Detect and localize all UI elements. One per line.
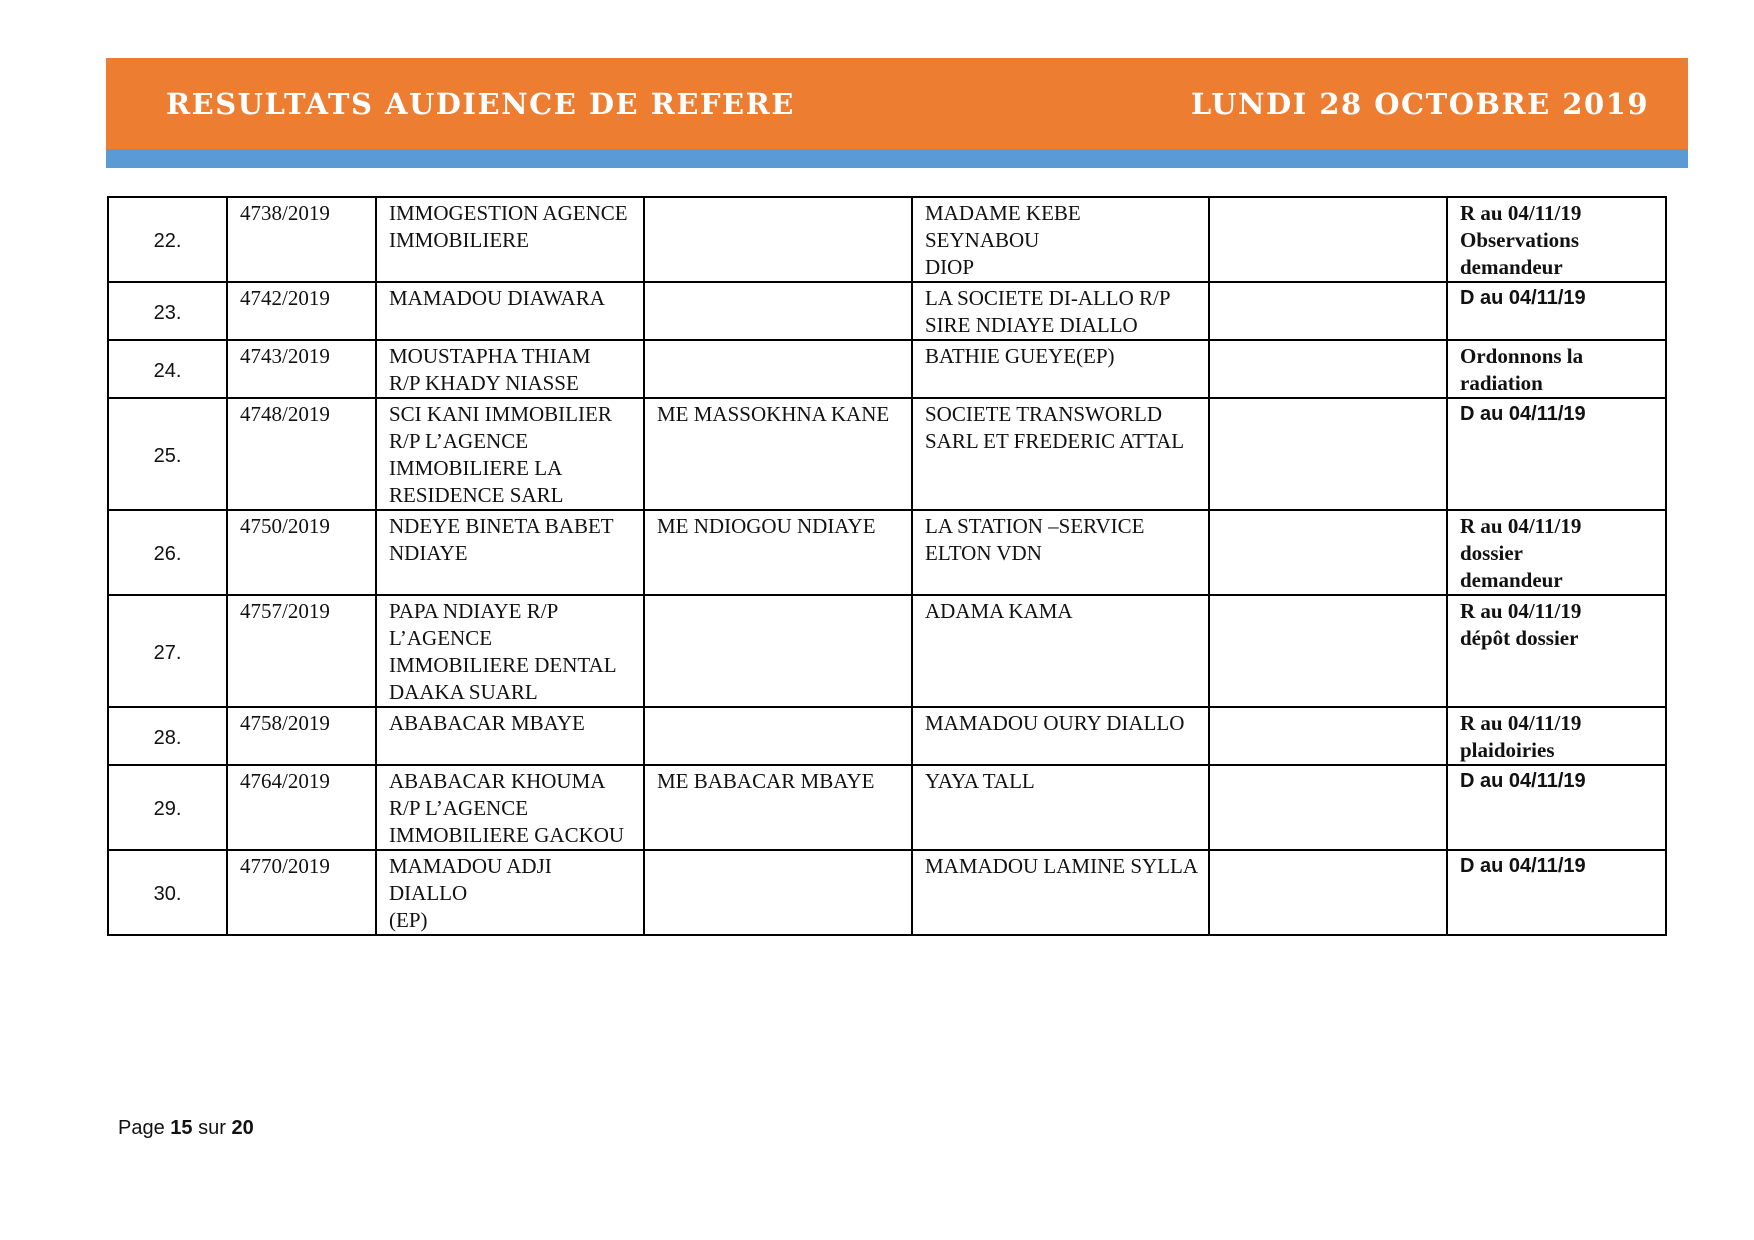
defendant-lawyer <box>1209 765 1447 850</box>
plaintiff-lawyer <box>644 340 912 398</box>
decision: D au 04/11/19 <box>1447 282 1666 340</box>
defendant-lawyer <box>1209 510 1447 595</box>
defendant: YAYA TALL <box>912 765 1209 850</box>
page-number <box>118 1117 254 1140</box>
document-title: RESULTATS AUDIENCE DE REFERE <box>166 87 795 121</box>
plaintiff-lawyer: ME MASSOKHNA KANE <box>644 398 912 510</box>
hearing-date: LUNDI 28 OCTOBRE 2019 <box>1190 87 1649 121</box>
table-row <box>108 510 1666 595</box>
page-separator: sur <box>198 1117 226 1139</box>
plaintiff: MOUSTAPHA THIAM R/P KHADY NIASSE <box>376 340 644 398</box>
defendant-lawyer <box>1209 197 1447 282</box>
decision: R au 04/11/19 Observations demandeur <box>1447 197 1666 282</box>
defendant: SOCIETE TRANSWORLD SARL ET FREDERIC ATTAL <box>912 398 1209 510</box>
row-number: 24. <box>108 340 227 398</box>
plaintiff: IMMOGESTION AGENCE IMMOBILIERE <box>376 197 644 282</box>
defendant: MADAME KEBE SEYNABOU DIOP <box>912 197 1209 282</box>
plaintiff-lawyer: ME BABACAR MBAYE <box>644 765 912 850</box>
defendant-lawyer <box>1209 595 1447 707</box>
case-number: 4770/2019 <box>227 850 376 935</box>
plaintiff: NDEYE BINETA BABET NDIAYE <box>376 510 644 595</box>
plaintiff-lawyer <box>644 595 912 707</box>
row-number: 29. <box>108 765 227 850</box>
row-number: 28. <box>108 707 227 765</box>
defendant: MAMADOU LAMINE SYLLA <box>912 850 1209 935</box>
decision: R au 04/11/19 plaidoiries <box>1447 707 1666 765</box>
decision: D au 04/11/19 <box>1447 398 1666 510</box>
plaintiff-lawyer <box>644 850 912 935</box>
case-number: 4743/2019 <box>227 340 376 398</box>
defendant: LA STATION –SERVICE ELTON VDN <box>912 510 1209 595</box>
row-number: 26. <box>108 510 227 595</box>
table-row <box>108 340 1666 398</box>
header-stripe <box>106 149 1688 168</box>
plaintiff: PAPA NDIAYE R/P L’AGENCE IMMOBILIERE DENTAL DAAKA SUARL <box>376 595 644 707</box>
case-number: 4750/2019 <box>227 510 376 595</box>
table-row <box>108 765 1666 850</box>
decision: D au 04/11/19 <box>1447 850 1666 935</box>
defendant: ADAMA KAMA <box>912 595 1209 707</box>
plaintiff-lawyer <box>644 197 912 282</box>
plaintiff: MAMADOU ADJI DIALLO (EP) <box>376 850 644 935</box>
case-number: 4738/2019 <box>227 197 376 282</box>
table-row <box>108 707 1666 765</box>
decision: D au 04/11/19 <box>1447 765 1666 850</box>
page-total: 20 <box>231 1117 254 1139</box>
plaintiff-lawyer <box>644 707 912 765</box>
plaintiff: MAMADOU DIAWARA <box>376 282 644 340</box>
decision: R au 04/11/19 dépôt dossier <box>1447 595 1666 707</box>
defendant: LA SOCIETE DI-ALLO R/P SIRE NDIAYE DIALLO <box>912 282 1209 340</box>
table-row <box>108 595 1666 707</box>
plaintiff-lawyer <box>644 282 912 340</box>
plaintiff: ABABACAR KHOUMA R/P L’AGENCE IMMOBILIERE GACKOU <box>376 765 644 850</box>
results-table <box>107 196 1667 936</box>
case-number: 4757/2019 <box>227 595 376 707</box>
table-row <box>108 850 1666 935</box>
defendant: BATHIE GUEYE(EP) <box>912 340 1209 398</box>
table-row <box>108 197 1666 282</box>
defendant: MAMADOU OURY DIALLO <box>912 707 1209 765</box>
defendant-lawyer <box>1209 850 1447 935</box>
plaintiff: ABABACAR MBAYE <box>376 707 644 765</box>
plaintiff: SCI KANI IMMOBILIER R/P L’AGENCE IMMOBILIERE LA RESIDENCE SARL <box>376 398 644 510</box>
case-number: 4742/2019 <box>227 282 376 340</box>
defendant-lawyer <box>1209 398 1447 510</box>
row-number: 23. <box>108 282 227 340</box>
defendant-lawyer <box>1209 282 1447 340</box>
row-number: 30. <box>108 850 227 935</box>
table-row <box>108 282 1666 340</box>
defendant-lawyer <box>1209 707 1447 765</box>
case-number: 4748/2019 <box>227 398 376 510</box>
case-number: 4764/2019 <box>227 765 376 850</box>
page-label: Page <box>118 1117 165 1139</box>
decision: R au 04/11/19 dossier demandeur <box>1447 510 1666 595</box>
row-number: 27. <box>108 595 227 707</box>
row-number: 25. <box>108 398 227 510</box>
case-number: 4758/2019 <box>227 707 376 765</box>
plaintiff-lawyer: ME NDIOGOU NDIAYE <box>644 510 912 595</box>
table-row <box>108 398 1666 510</box>
page-current: 15 <box>170 1117 193 1139</box>
decision: Ordonnons la radiation <box>1447 340 1666 398</box>
defendant-lawyer <box>1209 340 1447 398</box>
row-number: 22. <box>108 197 227 282</box>
